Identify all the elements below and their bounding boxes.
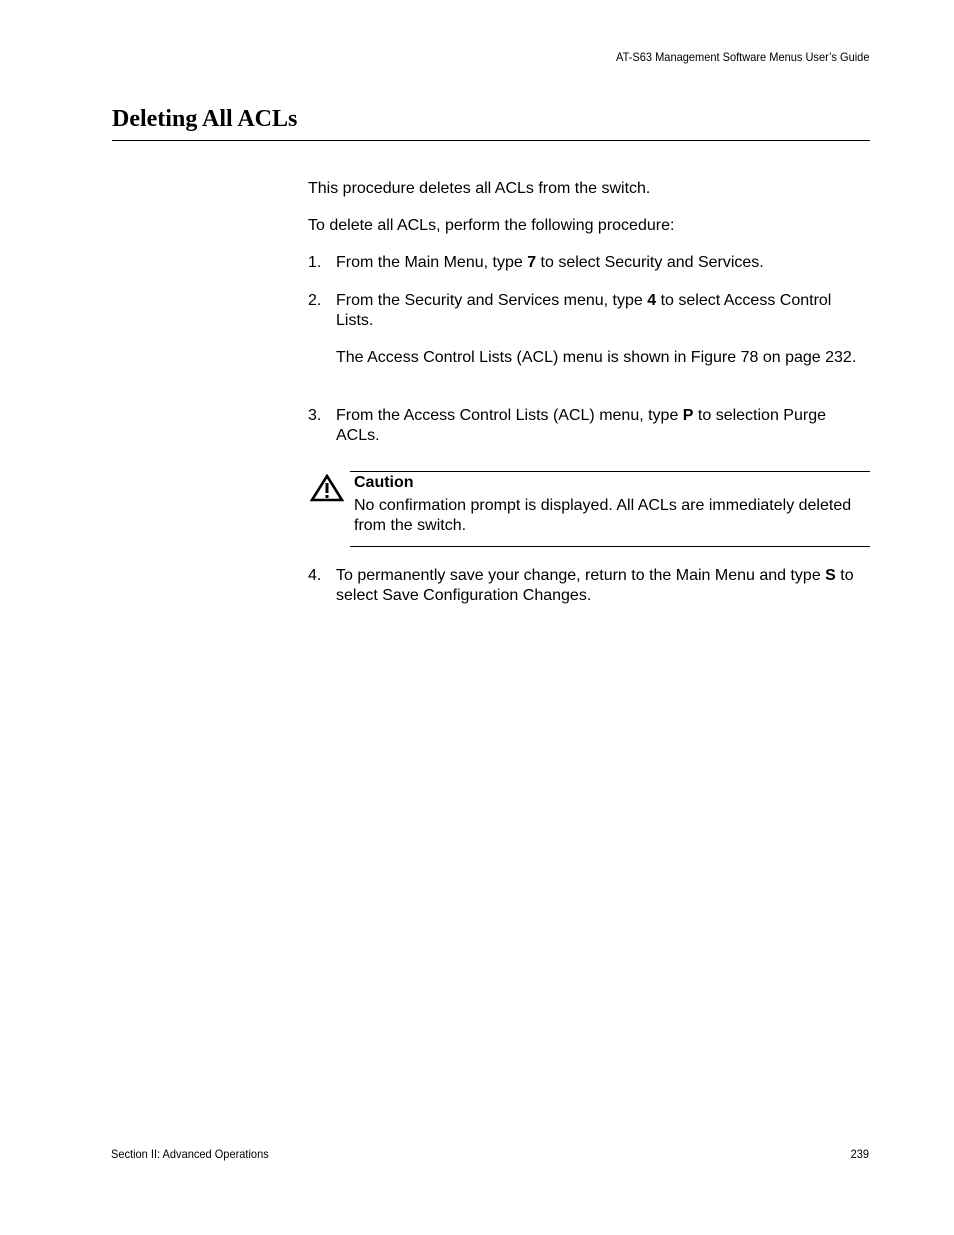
footer-page-number: 239 [850,1147,869,1161]
step-text-post: to select Save Configuration Changes. [336,567,854,604]
warning-triangle-icon [310,474,344,502]
footer-section-label: Section II: Advanced Operations [111,1147,269,1161]
step-number: 2. [308,292,322,309]
step-text-post: to selection Purge ACLs. [336,407,826,444]
step-text [336,566,870,606]
step-text [336,406,870,446]
title-rule [112,140,870,141]
caution-bottom-rule [350,546,870,547]
step-text [336,291,870,331]
step-key: S [825,567,836,584]
step-2-note: The Access Control Lists (ACL) menu is shown in Figure 78 on page 232. [336,349,857,366]
caution-text: No confirmation prompt is displayed. All ACLs are immediately deleted from the switch. [354,497,852,534]
step-key: 7 [527,254,537,271]
step-text [336,253,870,273]
caution-top-rule [350,471,870,472]
step-text-pre: From the Access Control Lists (ACL) menu, type [336,407,683,424]
caution-heading: Caution [354,474,414,491]
step-text-pre: From the Security and Services menu, type [336,292,648,309]
step-key: P [682,407,694,424]
step-number: 1. [308,254,322,271]
step-key: 4 [647,292,657,309]
running-header: AT-S63 Management Software Menus User’s Guide [615,50,869,64]
intro-paragraph: This procedure deletes all ACLs from the switch. [308,180,651,197]
step-number: 4. [308,567,322,584]
procedure-lead-in: To delete all ACLs, perform the following procedure: [308,217,675,234]
step-text-post: to select Access Control Lists. [336,292,832,329]
step-text-pre: To permanently save your change, return to the Main Menu and type [336,567,826,584]
step-number: 3. [308,407,322,424]
section-title: Deleting All ACLs [112,106,298,132]
step-text-pre: From the Main Menu, type [336,254,528,271]
step-text-post: to select Security and Services. [536,254,764,271]
